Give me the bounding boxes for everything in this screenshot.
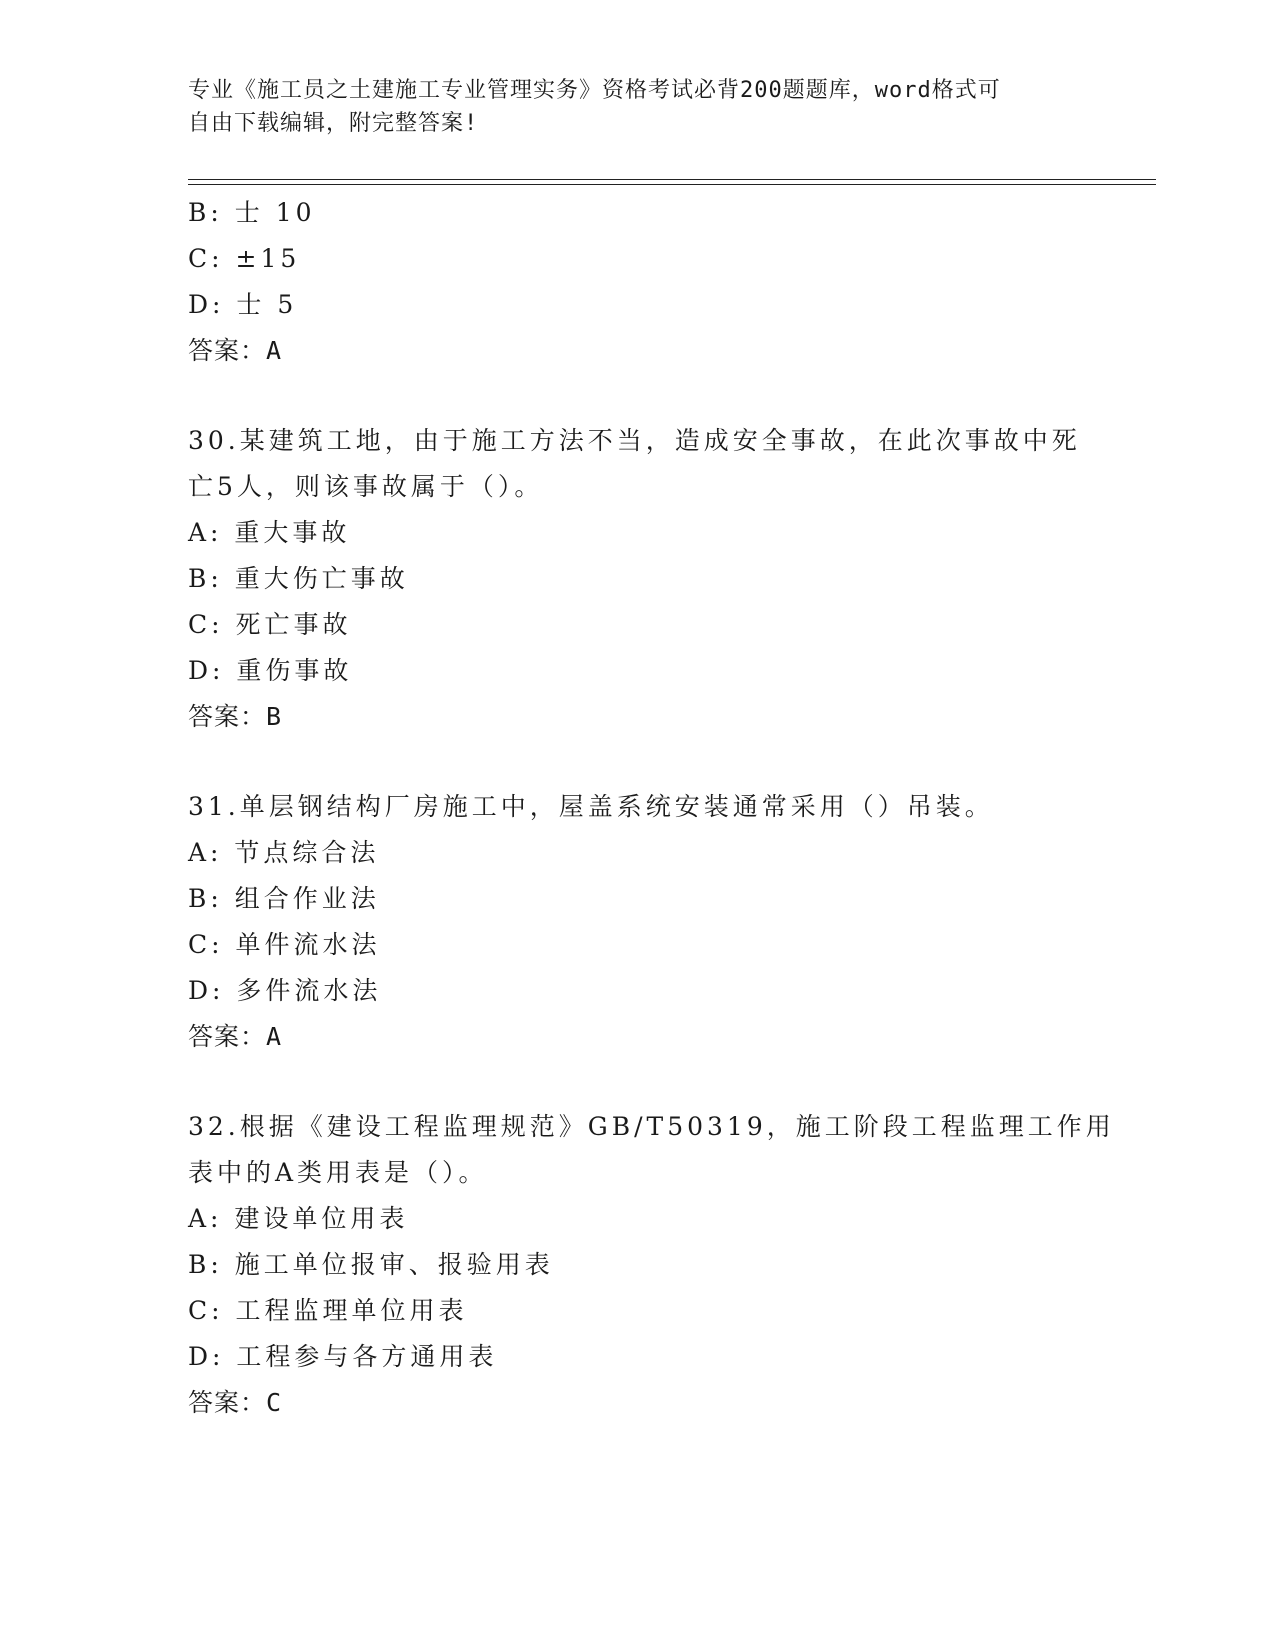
question-block-32: [188, 1104, 1115, 1426]
question-text-line: 32.根据《建设工程监理规范》GB/T50319，施工阶段工程监理工作用: [188, 1112, 1115, 1141]
option-c: C: 死亡事故: [188, 610, 352, 639]
question-text-line: 亡5人，则该事故属于（）。: [188, 472, 544, 501]
question-block-30: [188, 418, 1088, 740]
option-b: B: 士 10: [188, 198, 316, 227]
answer-line: 答案：C: [188, 1388, 283, 1417]
header-line-2: 自由下载编辑，附完整答案!: [188, 111, 479, 136]
option-d: D: 多件流水法: [188, 976, 382, 1005]
header-rule-top: [188, 179, 1156, 180]
header-rule-bottom: [188, 184, 1156, 185]
option-b: B: 施工单位报审、报验用表: [188, 1250, 554, 1279]
answer-line: 答案：A: [188, 336, 283, 365]
question-text-line: 31.单层钢结构厂房施工中，屋盖系统安装通常采用（）吊装。: [188, 792, 994, 821]
option-c: C: ±15: [188, 244, 301, 273]
header-line-1: 专业《施工员之土建施工专业管理实务》资格考试必背200题题库，word格式可: [188, 78, 1001, 103]
question-block-29: [188, 190, 1088, 374]
option-c: C: 单件流水法: [188, 930, 381, 959]
option-a: A: 建设单位用表: [188, 1204, 409, 1233]
question-text-line: 表中的A类用表是（）。: [188, 1158, 488, 1187]
option-c: C: 工程监理单位用表: [188, 1296, 468, 1325]
question-block-31: [188, 784, 1088, 1060]
answer-line: 答案：A: [188, 1022, 283, 1051]
option-a: A: 节点综合法: [188, 838, 380, 867]
document-header: [188, 74, 1068, 140]
option-d: D: 重伤事故: [188, 656, 353, 685]
question-text-line: 30.某建筑工地，由于施工方法不当，造成安全事故，在此次事故中死: [188, 426, 1081, 455]
option-b: B: 重大伤亡事故: [188, 564, 409, 593]
option-a: A: 重大事故: [188, 518, 351, 547]
question-content: [188, 190, 1115, 1426]
option-b: B: 组合作业法: [188, 884, 380, 913]
option-d: D: 士 5: [188, 290, 298, 319]
answer-line: 答案：B: [188, 702, 283, 731]
option-d: D: 工程参与各方通用表: [188, 1342, 498, 1371]
